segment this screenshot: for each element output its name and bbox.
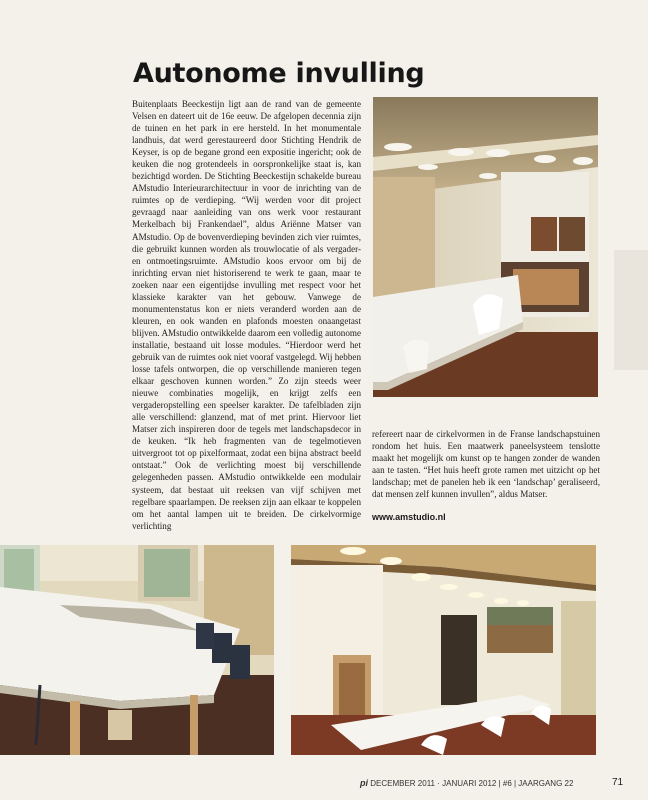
photo-long-table — [0, 545, 274, 755]
article-continuation-column — [372, 428, 600, 500]
magazine-brand: pi — [360, 778, 368, 788]
side-tab — [614, 250, 648, 370]
article-paragraph-continued: refereert naar de cirkelvormen in de Franse landschapstuinen rondom het huis. Een maatwerk paneelsysteem tenslotte maakt het mogelijk om kunst op te hangen zonder de wanden aan te tasten. “Het huis heeft grote ramen met uitzicht op het landschap; met de panelen heb ik een ‘landschap’ geraliseerd, dat mensen zelf kunnen invullen”, aldus Matser. — [372, 429, 600, 500]
page-title: Autonome invulling — [133, 58, 425, 89]
photo-fireplace-room — [291, 545, 596, 755]
website-link[interactable]: www.amstudio.nl — [372, 512, 446, 522]
photo-meeting-room — [373, 97, 598, 397]
page-number: 71 — [612, 777, 624, 788]
page-footer — [360, 778, 573, 788]
article-body-column — [132, 98, 361, 532]
issue-info: DECEMBER 2011 · JANUARI 2012 | #6 | JAARGANG 22 — [370, 779, 574, 788]
article-paragraph: Buitenplaats Beeckestijn ligt aan de rand van de gemeente Velsen en dateert uit de 16e eeuw. De afgelopen decennia zijn de tuinen en het park in ere hersteld. In het monumentale landhuis, dat werd gerestaureerd door Stichting Hendrik de Keyser, is op de begane grond een expositie ingericht; ook de keuken die nog grotendeels in oorspronkelijke staat is, kan bezichtigd worden. De Stichting Beeckestijn schakelde bureau AMstudio Interieurarchitectuur in voor de inrichting van de ruimtes op de verdieping. “Wij werden voor dit project gevraagd naar aanleiding van ons werk voor restaurant Merkelbach bij Frankendael”, aldus Ariënne Matser van AMstudio. Op de bovenverdieping bevinden zich vier ruimtes, die gebruikt kunnen worden als trouwlocatie of als vergader- en ontmoetingsruimte. AMstudio koos ervoor om bij de inrichting ervan niet historiserend te werk te gaan, maar te zoeken naar een eigentijdse invulling met respect voor het klassieke karakter van het gebouw. Vanwege de monumentenstatus kon er niets veranderd worden aan de kleuren, en ook wanden en plafonds moesten onaangetast blijven. AMstudio ontwikkelde daarom een volledig autonome installatie, bestaand uit losse modules. “Hierdoor werd het gebruik van de ruimtes ook niet vooraf vastgelegd. Wij hebben losse tafels ontworpen, die op verschillende manieren tegen elkaar geschoven kunnen worden.” Zo zijn steeds weer nieuwe combinaties mogelijk, en krijgt zelfs een vergaderopstelling een speelser karakter. De tafelbladen zijn alle verschillend: glanzend, mat of met print. Hiervoor liet Matser zich inspireren door de tegels met landschapsdecor in de keuken. “Ik heb fragmenten van de tegelmotieven uitvergroot tot op pixelformaat, zodat een bijna abstract beeld ontstaat.” Ook de verlichting moest bij verschillende gelegenheden passen. AMstudio ontwikkelde een modulair systeem, dat bestaat uit reeksen van vijf schijven met regelbare spaarlampen. De reeksen zijn aan elkaar te koppelen om het aantal lampen uit te breiden. De cirkelvormige verlichting — [132, 99, 361, 531]
